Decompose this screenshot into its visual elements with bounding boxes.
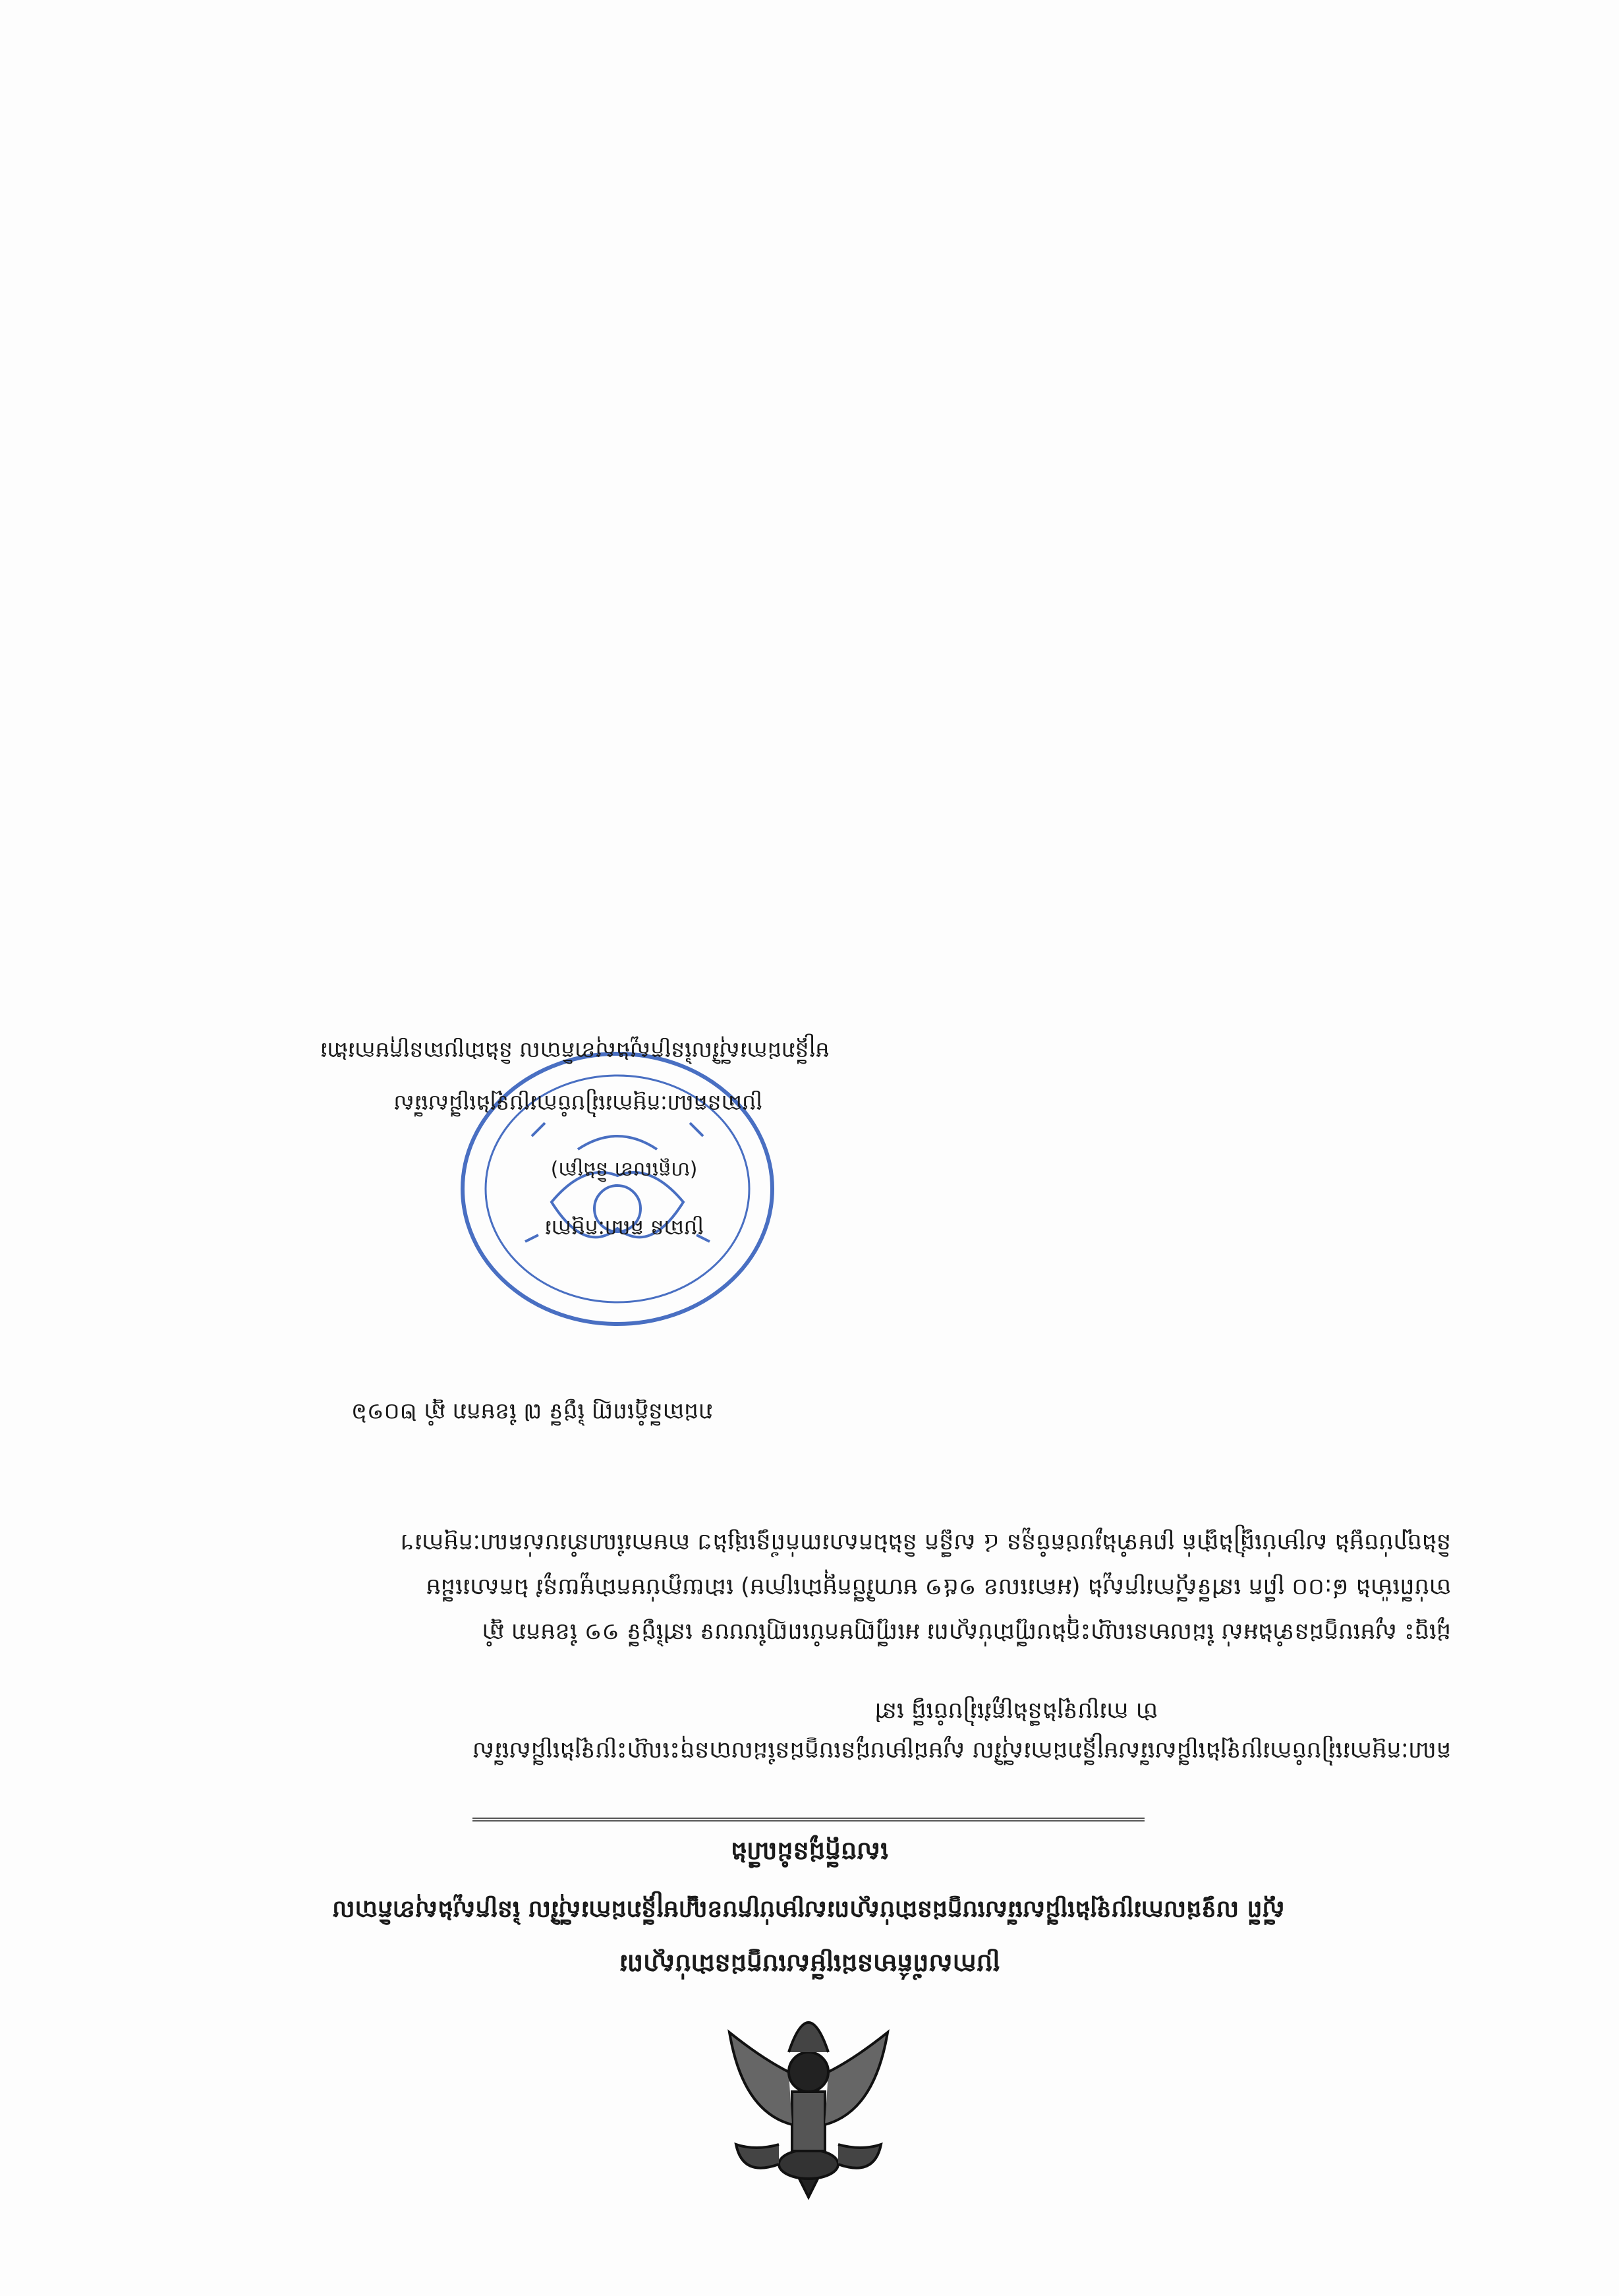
signatory-title-1: ប្រធានគណៈកម្មការរៀបចំការប្រឡងជ្រើសរើស: [393, 1091, 762, 1116]
organization-title: ប្រកាសព័ត៌មានជម្រើសបេក្ខជនជាប់ស្ថាពរ: [619, 1949, 1000, 1978]
divider: [472, 1818, 1145, 1822]
signatory-name: ប្រធាន គណៈកម្មការ: [544, 1216, 704, 1241]
date-line: រាជធានីភ្នំពេញ ថ្ងៃទី ៧ ខែមករា ឆ្នាំ ២០១៦: [351, 1398, 713, 1425]
signatory-title-2: មន្ត្រីរាជការស៊ីវិលនៃក្រសួងសុខាភិបាល និងជាប្រធានក្រុមការងារ: [320, 1038, 830, 1064]
paragraph-1-line-2: ថា ការប្រឡងនឹងត្រូវរៀបចំធ្វើ នៅ: [874, 1698, 1158, 1724]
paragraph-2-line-2: ចាប់ពីម៉ោង ៨:០០ ព្រឹក នៅទីស្តីការក្រសួង (អគារលេខ ១៥១ មហាវិថីកម្ពុជាក្រោម) ដោយភ្ជាប់មកជាមួយនូវ ឯកសារដើម: [426, 1574, 1451, 1600]
notice-heading: សេចក្តីជូនដំណឹង: [730, 1837, 889, 1866]
paragraph-2-line-3: និងច្បាប់ចម្លង សម្រាប់ផ្ទៀងផ្ទាត់ ព្រមទាំងរូបថតចំនួន ៤ សន្លឹក និងឯកសារពាក់ព័ន្ធផ្សេងៗ តាមការណែនាំរបស់គណៈកម្មការ។: [399, 1529, 1451, 1555]
paragraph-2-line-1: ដូច្នេះ សូមបេក្ខជនទាំងអស់ ដែលមានឈ្មោះក្នុងបញ្ជីជាប់ស្ថាពរ អញ្ជើញមកបំពេញបែបបទ នៅថ្ងៃទី ១១ ខែមករា ឆ្នាំ: [482, 1619, 1451, 1645]
subject-line: ស្តីពី លទ្ធផលការប្រឡងជ្រើសរើសបេក្ខជនជាប់ស្ថាពរសម្រាប់ក្របខណ្ឌមន្ត្រីរាជការស៊ីវិល នៃក្រសួងសុខាភិបាល: [332, 1896, 1285, 1923]
signatory-note: (ហត្ថលេខា និងត្រា): [550, 1158, 698, 1181]
paragraph-1-line-1: គណៈកម្មការរៀបចំការប្រឡងជ្រើសរើសមន្ត្រីរាជការស៊ីវិល សូមជម្រាបជូនបេក្ខជនដែលបានចុះឈ្មោះប្រឡងជ្រើសរើស: [472, 1737, 1451, 1764]
royal-emblem-icon: [716, 1986, 901, 2204]
